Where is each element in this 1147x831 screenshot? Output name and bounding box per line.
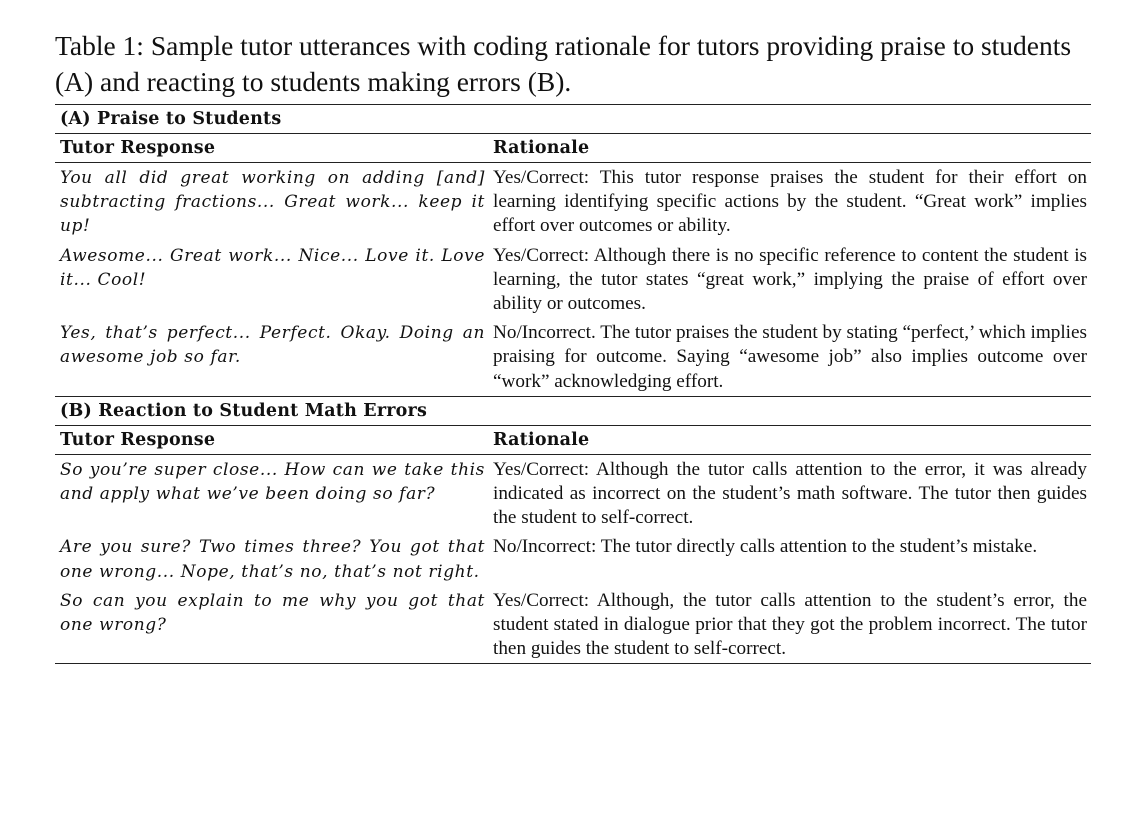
tutor-response-cell: Yes, that’s perfect... Perfect. Okay. Doing an awesome job so far. — [60, 323, 485, 368]
rationale-cell: Yes/Correct: This tutor response praises the student for their effort on learning identifying specific actions by the student. “Great work” implies effort over outcomes or ability. — [493, 167, 1087, 237]
rationale-cell: No/Incorrect: The tutor directly calls attention to the student’s mistake. — [493, 536, 1038, 558]
table-row — [55, 244, 1091, 317]
rationale-cell: Yes/Correct: Although, the tutor calls attention to the student’s error, the student stated in dialogue prior that they got the problem incorrect. The tutor then guides the student to self-correct. — [493, 589, 1087, 660]
column-header-tutor-response: Tutor Response — [60, 429, 216, 450]
rationale-cell: Yes/Correct: Although there is no specific reference to content the student is learning, the tutor states “great work,” implying the praise of effort over ability or outcomes. — [493, 244, 1087, 315]
table-row — [55, 458, 1091, 531]
rationale-cell: No/Incorrect. The tutor praises the student by stating “perfect,’ which implies praising for outcome. Saying “awesome job” also implies outcome over “work” acknowledging effort. — [493, 322, 1087, 392]
table-row — [55, 589, 1091, 662]
header-rule — [55, 162, 1091, 163]
table-row — [55, 321, 1091, 394]
column-header-rationale: Rationale — [493, 429, 590, 450]
section-title: (A) Praise to Students — [60, 109, 282, 129]
tutor-response-cell: Are you sure? Two times three? You got that one wrong... Nope, that’s no, that’s not right. — [60, 537, 485, 582]
table-row — [55, 535, 1091, 583]
bottom-rule — [55, 663, 1091, 664]
table-row — [55, 166, 1091, 239]
tutor-response-cell: So you’re super close... How can we take this and apply what we’ve been doing so far? — [60, 459, 485, 505]
column-header-row — [55, 134, 1091, 162]
column-header-tutor-response: Tutor Response — [60, 138, 216, 158]
section-errors — [55, 397, 1091, 662]
rationale-cell: Yes/Correct: Although the tutor calls attention to the error, it was already indicated as incorrect on the student’s math software. The tutor then guides the student to self-correct. — [493, 458, 1087, 529]
column-header-rationale: Rationale — [493, 138, 590, 158]
section-title: (B) Reaction to Student Math Errors — [60, 400, 428, 421]
tutor-response-cell: Awesome... Great work... Nice... Love it. Love it... Cool! — [60, 245, 485, 290]
tutor-response-cell: You all did great working on adding [and] subtracting fractions... Great work... keep it up! — [60, 168, 485, 237]
header-rule — [55, 454, 1091, 455]
table-container — [55, 28, 1091, 664]
section-praise — [55, 105, 1091, 394]
tutor-response-cell: So can you explain to me why you got that one wrong? — [60, 590, 485, 636]
column-header-row — [55, 426, 1091, 454]
table-caption: Table 1: Sample tutor utterances with coding rationale for tutors providing praise to students (A) and reacting to students making errors (B). — [55, 30, 1072, 97]
